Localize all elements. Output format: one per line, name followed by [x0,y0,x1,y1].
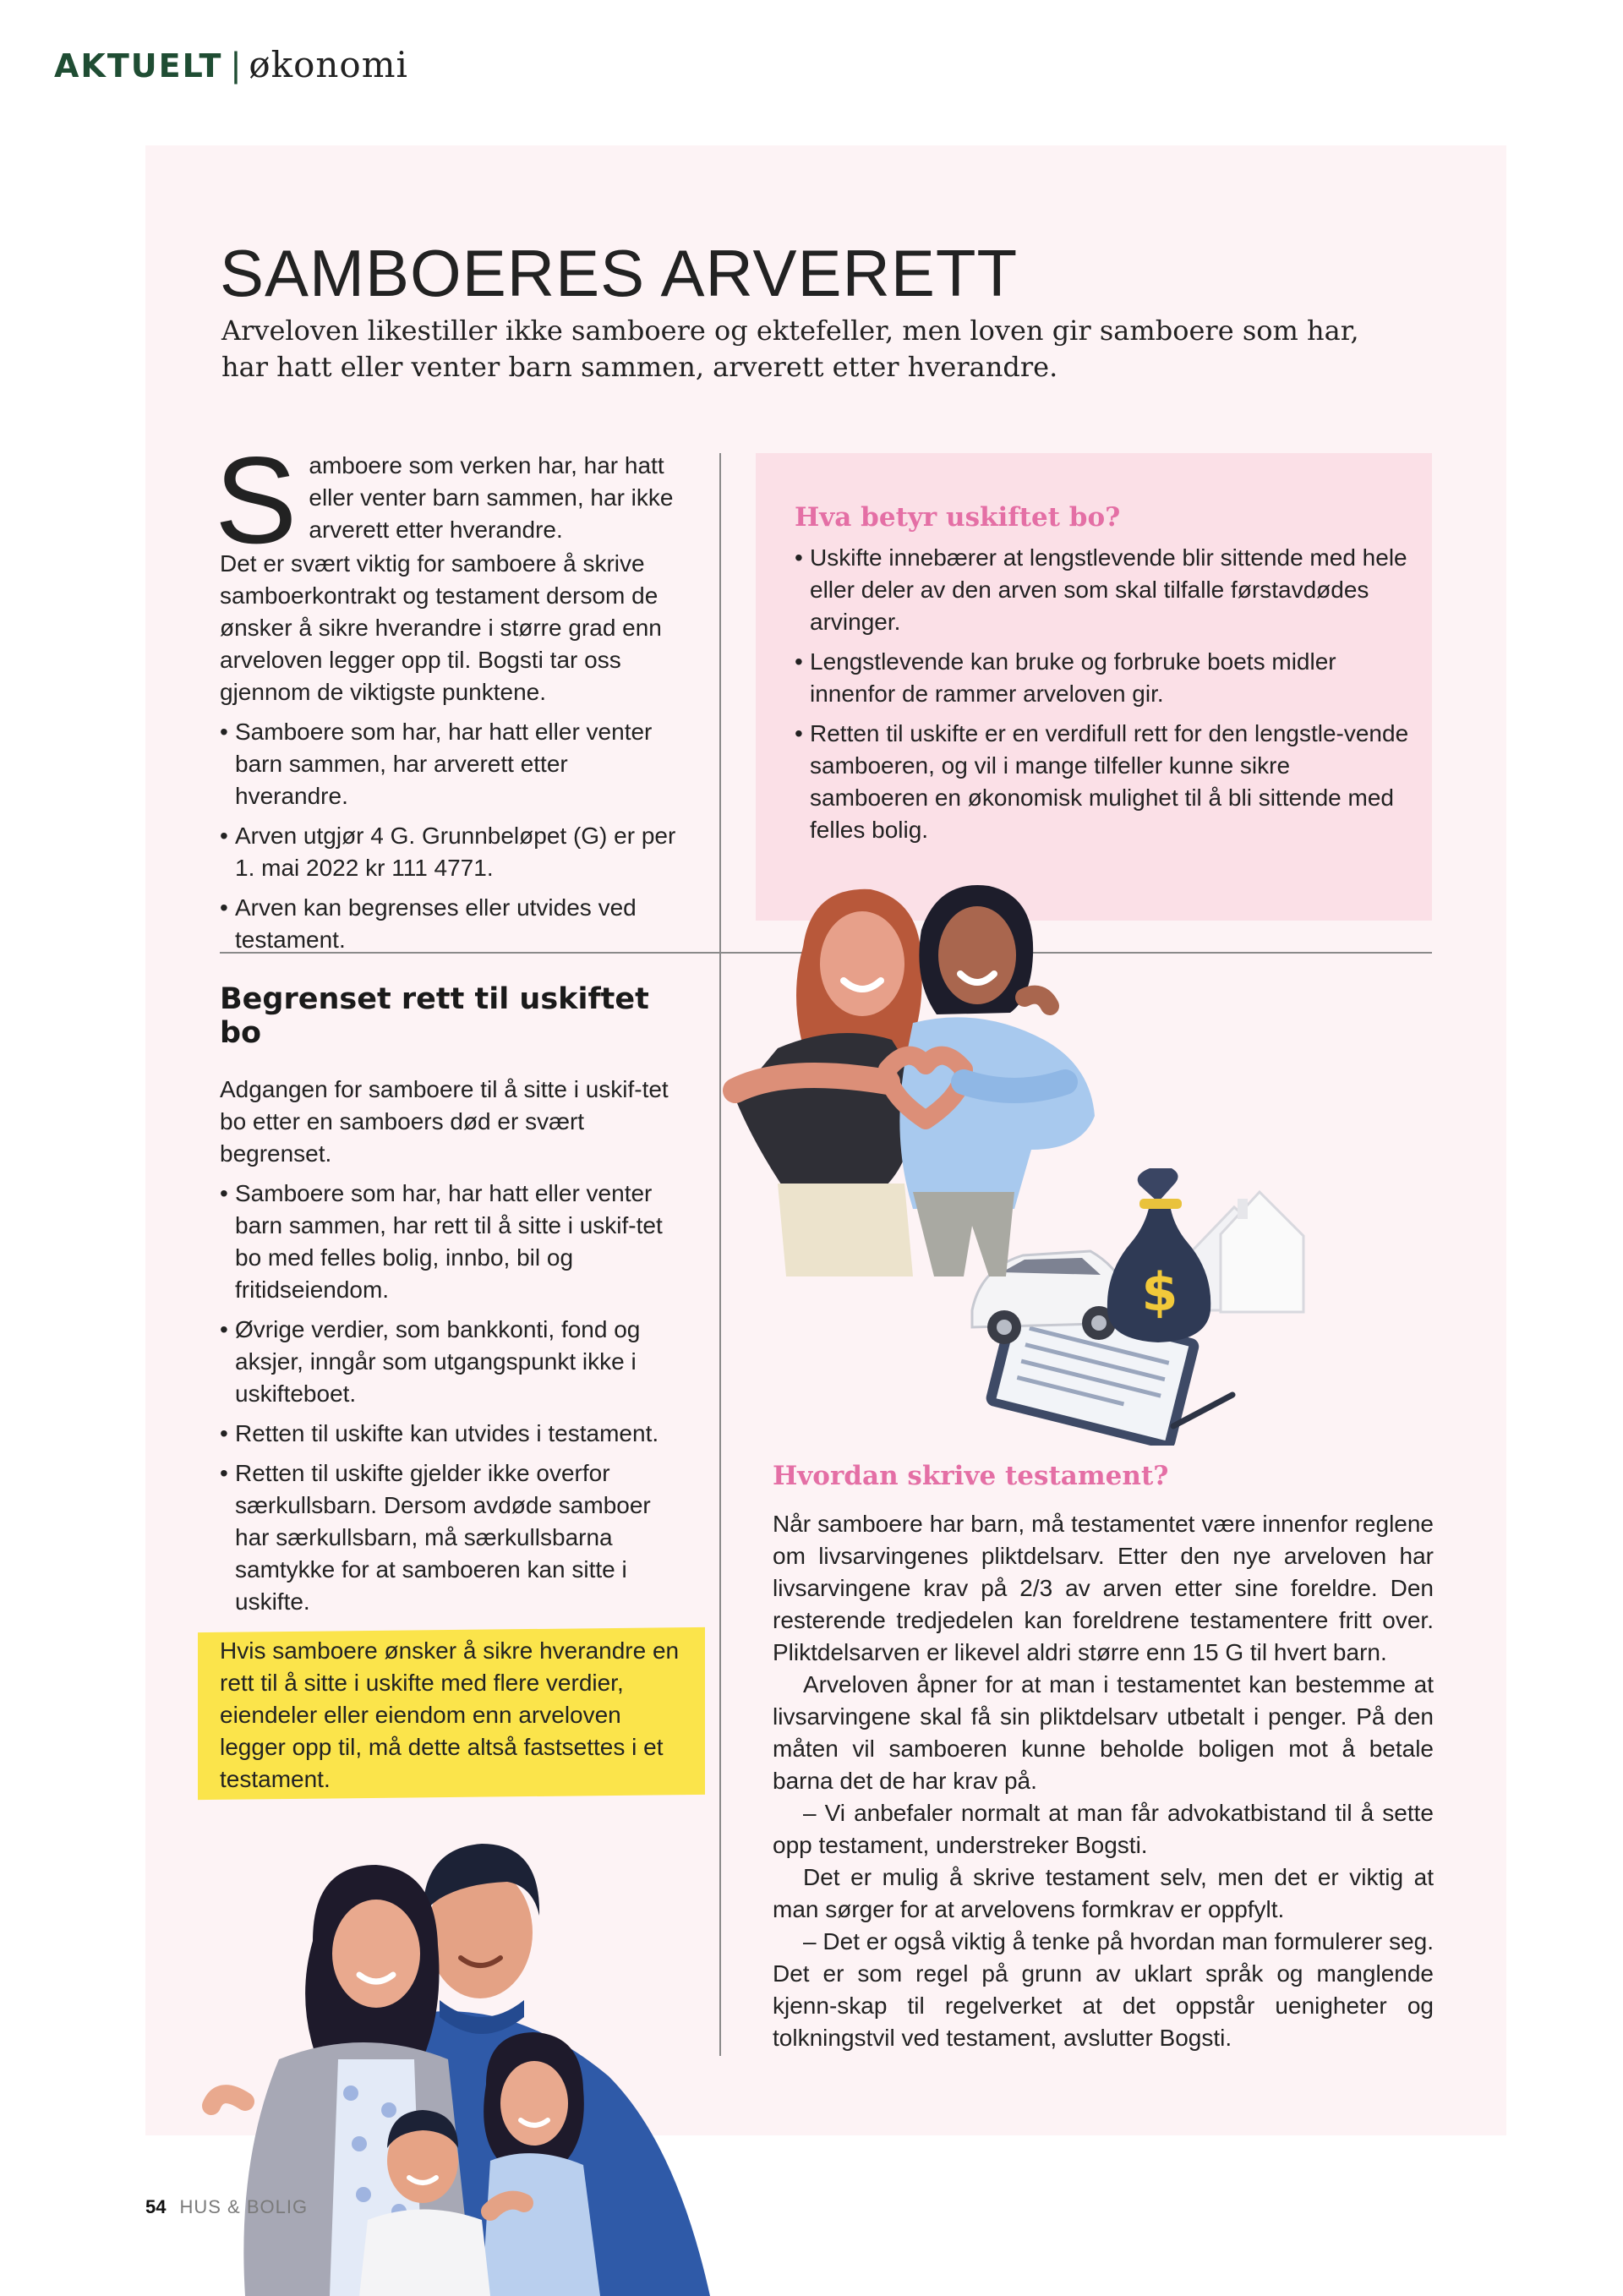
article-title: SAMBOERES ARVERETT [220,236,1019,310]
right-paragraph: Det er mulig å skrive testament selv, men det er viktig at man sørger for at arvelovens formkrav er oppfylt. [773,1864,1434,1922]
page-footer [145,2195,308,2220]
right-paragraph: Arveloven åpner for at man i testamentet kan bestemme at livsarvingene skal få sin pliktdelsarv utbetalt i penger. På den måten vil samboeren kunne beholde boligen mot å betale barna det de har krav på. [773,1671,1434,1794]
page-header [54,44,408,87]
fact-box-list [795,542,1412,846]
list-item: • Retten til uskifte er en verdifull rett for den lengstle-vende samboeren, og vil i mange tilfeller kunne sikre samboeren en økonomisk mulighet til å bli sittende med felles bolig. [795,718,1412,846]
intro-first-lines: amboere som verken har, har hatt eller venter barn sammen, har ikke arverett etter hverandre. [309,452,674,543]
list-item: • Arven utgjør 4 G. Grunnbeløpet (G) er per 1. mai 2022 kr 111 4771. [220,820,685,884]
list-item: • Uskifte innebærer at lengstlevende blir sittende med hele eller deler av den arven som skal tilfalle førstavdødes arvinger. [795,542,1412,638]
right-paragraph: – Vi anbefaler normalt at man får advokatbistand til å sette opp testament, understreker Bogsti. [773,1800,1434,1858]
section-heading-left: Begrenset rett til uskiftet bo [220,982,649,1050]
intro-section [215,431,685,956]
list-item: • Lengstlevende kan bruke og forbruke boets midler innenfor de rammer arveloven gir. [795,646,1412,710]
page-number: 54 [145,2196,167,2217]
drop-cap: S [215,431,298,569]
highlighted-quote [220,1635,690,1796]
magazine-name: HUS & BOLIG [179,2196,309,2217]
list-item: • Arven kan begrenses eller utvides ved testament. [220,892,685,956]
article-lead: Arveloven likestiller ikke samboere og ektefeller, men loven gir samboere som har, har hatt eller venter barn sammen, arverett etter hverandre. [221,314,1359,383]
section-label: AKTUELT [54,47,223,85]
section-left-paragraph: Adgangen for samboere til å sitte i uskif-tet bo etter en samboers død er svært begrenset. [220,1076,669,1167]
couple-heart-icon [710,871,1352,1446]
fact-box-heading: Hva betyr uskiftet bo? [795,502,1121,533]
list-item: • Retten til uskifte gjelder ikke overfor særkullsbarn. Dersom avdøde samboer har særkullsbarn, må særkullsbarna samtykke for at samboeren kan sitte i uskifte. [220,1457,690,1618]
section-left-body [220,1074,690,1618]
section-left-list [220,1178,690,1618]
list-item: • Samboere som har, har hatt eller venter barn sammen, har arverett etter hverandre. [220,716,685,812]
family-icon [169,1806,778,2296]
list-item: • Samboere som har, har hatt eller venter barn sammen, har rett til å sitte i uskif-tet bo med felles bolig, innbo, bil og fritidseiendom. [220,1178,690,1306]
fact-box [756,453,1432,921]
list-item: • Øvrige verdier, som bankkonti, fond og aksjer, inngår som utgangspunkt ikke i uskifteboet. [220,1314,690,1410]
intro-paragraph: Det er svært viktig for samboere å skrive samboerkontrakt og testament dersom de ønsker å sikre hverandre i større grad enn arveloven legger opp til. Bogsti tar oss gjennom de viktigste punktene. [220,550,662,705]
right-paragraph: Når samboere har barn, må testamentet være innenfor reglene om livsarvingenes pliktdelsarv. Etter den nye arveloven har livsarvingene krav på 2/3 av arven etter sine foreldre. Den resterende tredjedelen kan foreldrene testamentere fritt over. Pliktdelsarven er likevel aldri større enn 15 G til hvert barn. [773,1511,1434,1665]
right-paragraph: – Det er også viktig å tenke på hvordan man formulerer seg. Det er som regel på grunn av uklart språk og manglende kjenn-skap til regelverket at det oppstår uenigheter og tolkningstvil ved testament, avslutter Bogsti. [773,1928,1434,2051]
svg-text:$: $ [1141,1261,1178,1323]
section-right-body [773,1508,1434,2054]
list-item: • Retten til uskifte kan utvides i testament. [220,1418,690,1450]
header-divider: | [231,45,241,85]
intro-bullet-list [220,716,685,956]
highlighted-text: Hvis samboere ønsker å sikre hverandre en rett til å sitte i uskifte med flere verdier, eiendeler eller eiendom enn arveloven legger opp til, må dette altså fastsettes i et testament. [220,1637,680,1792]
subsection-label: økonomi [249,44,408,85]
section-heading-right: Hvordan skrive testament? [773,1461,1169,1491]
